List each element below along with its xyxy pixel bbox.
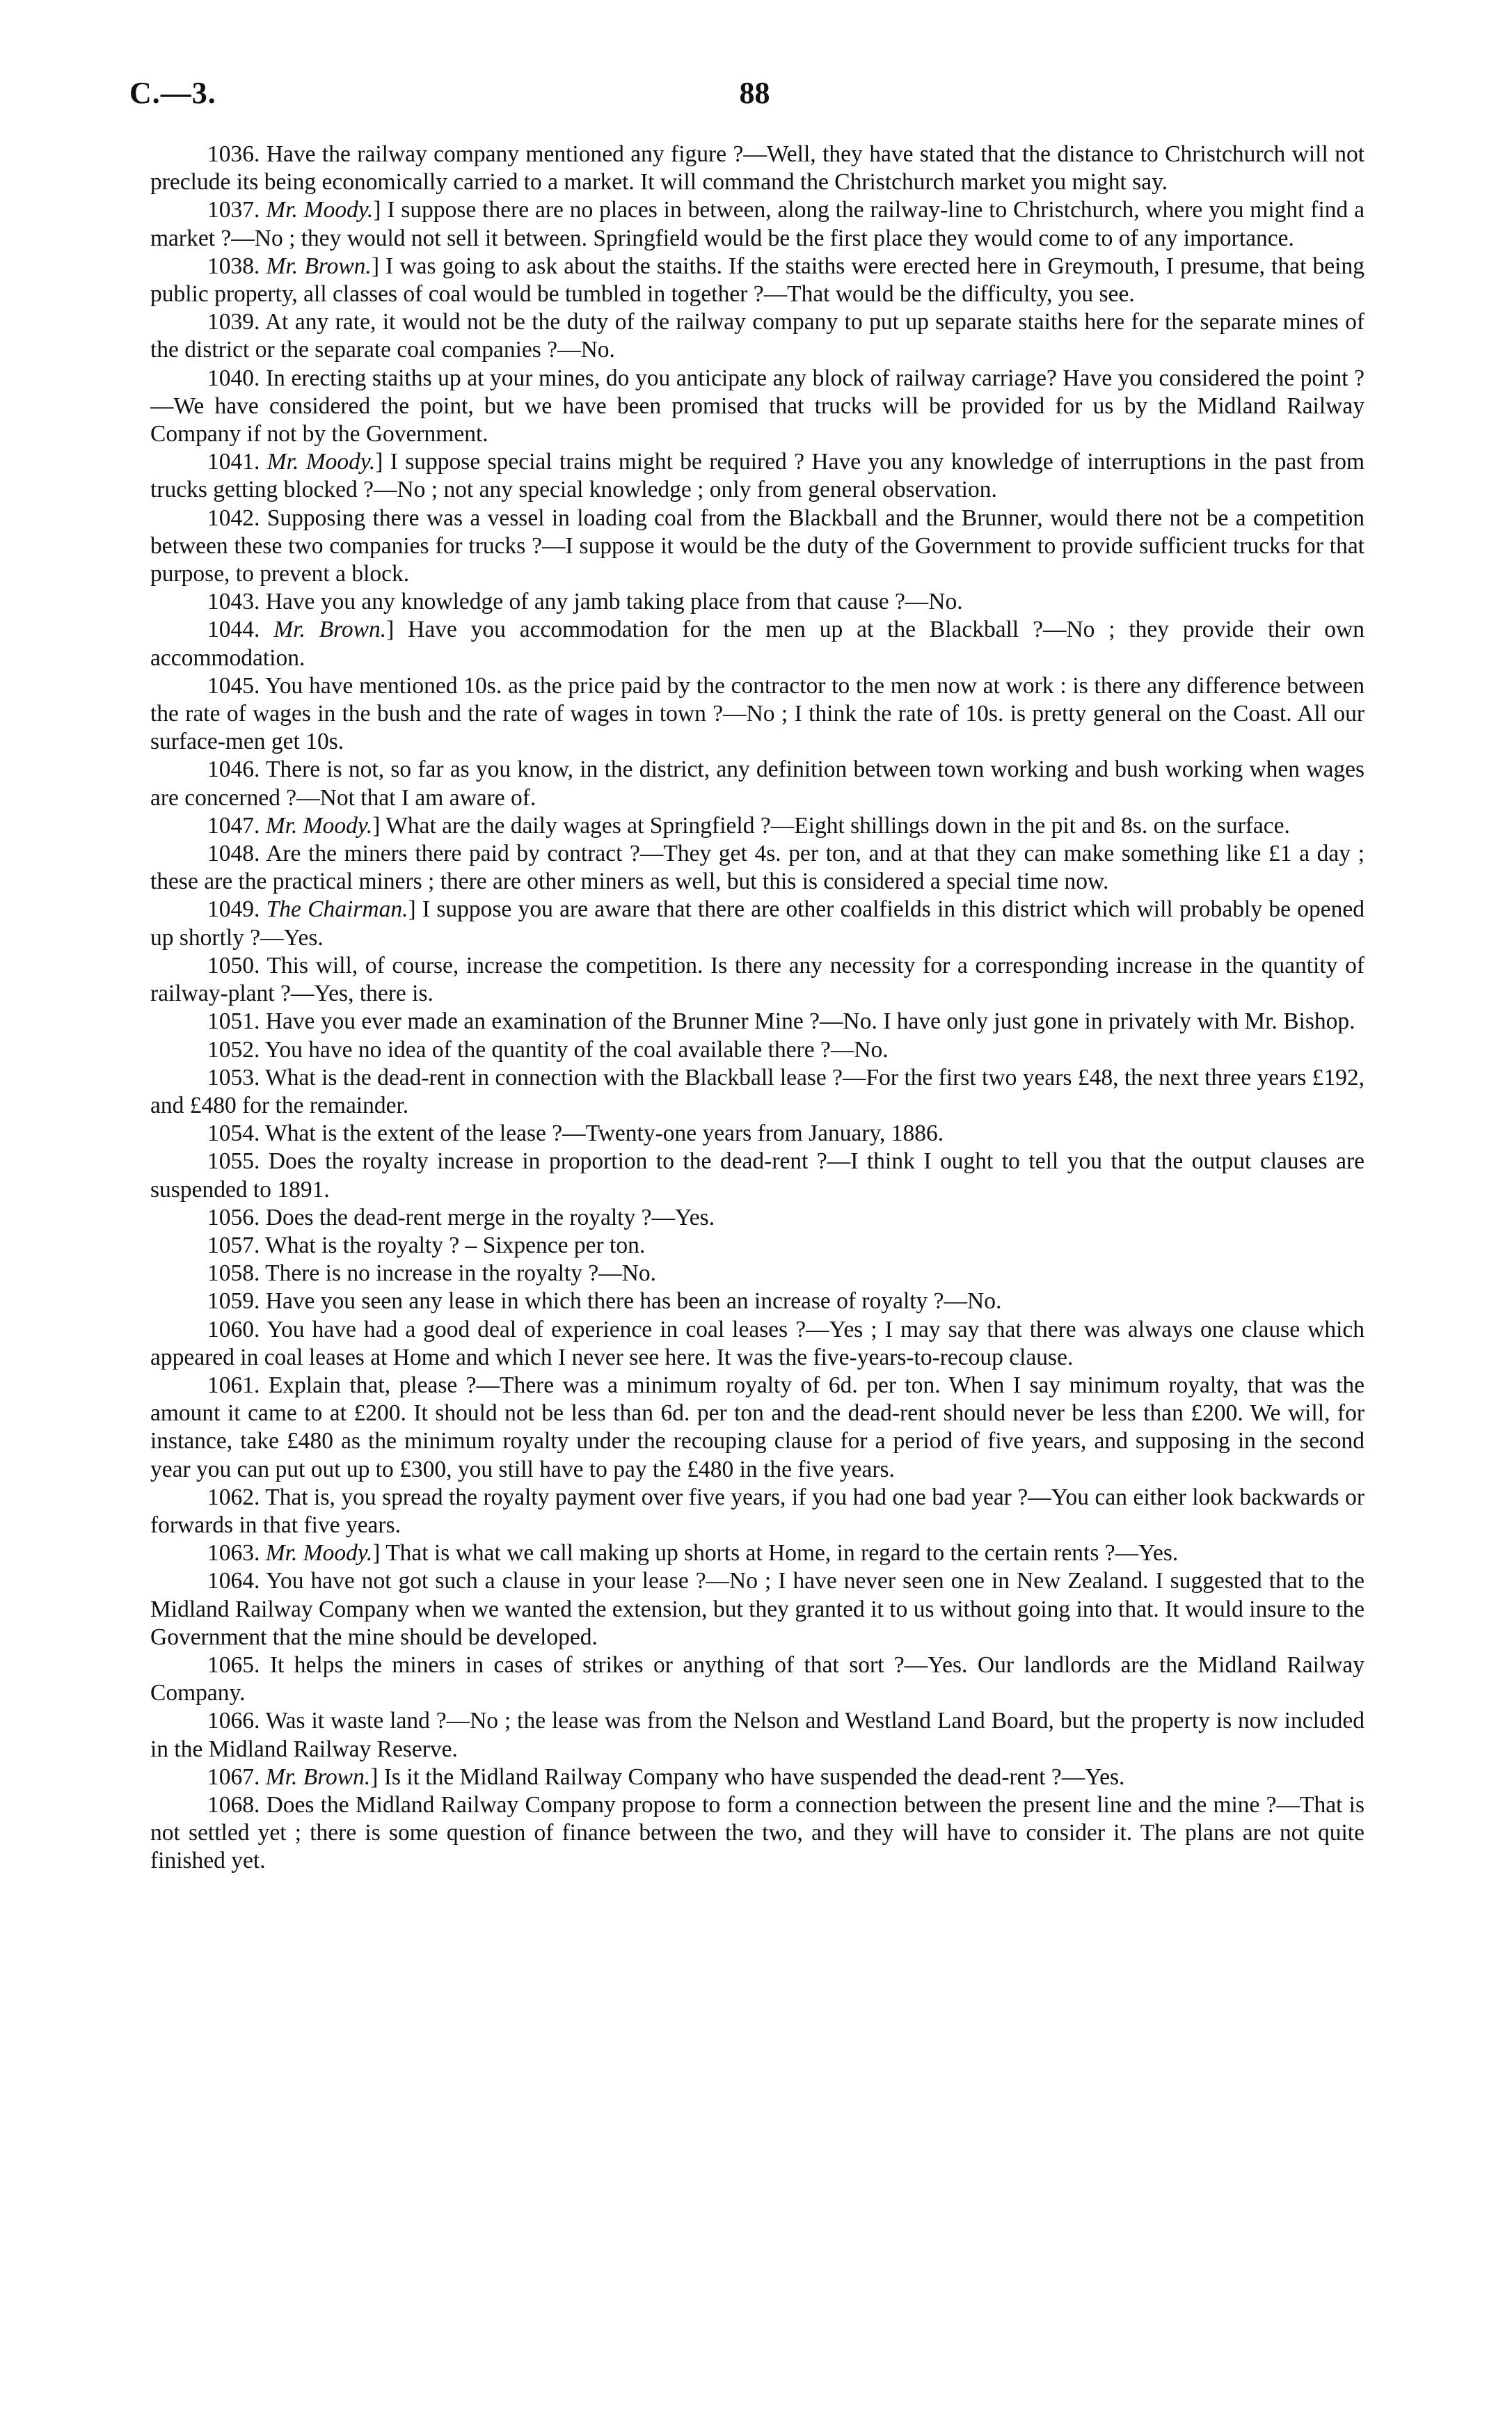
- question-number: 1056.: [207, 1204, 260, 1230]
- question-text: You have had a good deal of experience in coal leases ?—Yes ; I may say that there was always one clause which appeared in coal leases at Home and which I never see here. It was the five-years-to-recoup clause.: [150, 1316, 1364, 1370]
- question-text: I was going to ask about the staiths. If the staiths were erected here in Greymouth, I presume, that being public property, all classes of coal would be tumbled in together ?—That would be the difficulty, you see.: [150, 253, 1364, 308]
- question-paragraph: [150, 505, 1364, 589]
- question-number: 1053.: [207, 1064, 260, 1091]
- question-number: 1040.: [207, 365, 260, 391]
- question-text: You have mentioned 10s. as the price paid by the contractor to the men now at work : is there any difference between the rate of wages in the bush and the rate of wages in town ?—No ; I think the rate of 10s. is pretty general on the Coast. All our surface-men get 10s.: [150, 672, 1365, 755]
- question-paragraph: [150, 840, 1364, 896]
- question-text: It helps the miners in cases of strikes or anything of that sort ?—Yes. Our landlords are the Midland Railway Company.: [150, 1651, 1364, 1706]
- question-text: This will, of course, increase the competition. Is there any necessity for a corresponding increase in the quantity of railway-plant ?—Yes, there is.: [150, 952, 1364, 1007]
- question-paragraph: [150, 588, 1364, 616]
- question-number: 1065.: [207, 1651, 260, 1678]
- question-paragraph: [150, 1232, 1364, 1260]
- question-text: Have you any knowledge of any jamb taking place from that cause ?—No.: [265, 589, 963, 615]
- question-paragraph: 1047. Mr. Moody.] What are the daily wages at Springfield ?—Eight shillings down in the pit and 8s. on the surface.: [207, 812, 1290, 839]
- question-paragraph: [150, 365, 1364, 449]
- speaker-name: Mr. Brown.: [266, 253, 372, 279]
- question-text: You have not got such a clause in your lease ?—No ; I have never seen one in New Zealand. I suggested that to the Midland Railway Company when we wanted the extension, but they granted it to us without going into that. It would insure to the Government that the mine should be developed.: [150, 1568, 1365, 1650]
- question-number: 1052.: [207, 1036, 260, 1063]
- question-paragraph: [150, 1316, 1364, 1372]
- question-text: You have no idea of the quantity of the coal available there ?—No.: [264, 1036, 889, 1063]
- question-number: 1059.: [207, 1288, 260, 1315]
- question-number: 1050.: [207, 952, 260, 978]
- question-number: 1047.: [207, 812, 260, 839]
- question-paragraph: [150, 141, 1364, 196]
- question-text: There is no increase in the royalty ?—No.: [265, 1260, 657, 1287]
- question-text: Is it the Midland Railway Company who have suspended the dead-rent ?—Yes.: [383, 1764, 1125, 1790]
- question-paragraph: [150, 1064, 1364, 1120]
- speaker-name: Mr. Moody.: [265, 812, 373, 839]
- question-text: Supposing there was a vessel in loading coal from the Blackball and the Brunner, would there not be a competition between these two companies for trucks ?—I suppose it would be the duty of the Government to provide sufficient trucks for that purpose, to prevent a block.: [150, 505, 1364, 587]
- question-paragraph: [150, 1120, 1364, 1148]
- speaker-name: Mr. Moody.: [266, 197, 374, 223]
- question-number: 1039.: [207, 309, 260, 335]
- question-number: 1041.: [207, 449, 260, 475]
- speaker-name: Mr. Brown.: [273, 617, 387, 643]
- question-paragraph: [150, 308, 1364, 364]
- question-text: I suppose there are no places in between, along the railway-line to Christchurch, where you might find a market ?—No ; they would not sell it between. Springfield would be the first place they would come to of any importance.: [150, 197, 1365, 251]
- question-paragraph: 1063. Mr. Moody.] That is what we call making up shorts at Home, in regard to the certain rents ?—Yes.: [207, 1540, 1179, 1567]
- question-number: 1062.: [207, 1484, 260, 1510]
- question-text: I suppose you are aware that there are other coalfields in this district which will probably be opened up shortly ?—Yes.: [150, 896, 1365, 951]
- question-text: Have the railway company mentioned any figure ?—Well, they have stated that the distance to Christchurch will not preclude its being economically carried to a market. It will command the Christchurch market you might say.: [150, 141, 1364, 196]
- question-text: What are the daily wages at Springfield ?—Eight shillings down in the pit and 8s. on the surface.: [385, 812, 1290, 839]
- question-paragraph: 1049. The Chairman.] I suppose you are aware that there are other coalfields in this district which will probably be opened up shortly ?—Yes.: [150, 896, 1365, 951]
- question-text: Does the royalty increase in proportion to the dead-rent ?—I think I ought to tell you that the output clauses are suspended to 1891.: [150, 1148, 1364, 1203]
- question-text: That is, you spread the royalty payment over five years, if you had one bad year ?—You can either look backwards or forwards in that five years.: [150, 1484, 1364, 1538]
- document-code: C.—3.: [129, 76, 216, 110]
- question-paragraph: [150, 1372, 1364, 1484]
- question-paragraph: [150, 1791, 1364, 1876]
- question-number: 1068.: [207, 1791, 260, 1818]
- question-paragraph: [150, 672, 1364, 756]
- question-text: Have you accommodation for the men up at the Blackball ?—No ; they provide their own accommodation.: [150, 617, 1364, 671]
- question-number: 1064.: [207, 1568, 260, 1594]
- question-paragraph: [150, 1651, 1364, 1707]
- question-text: What is the dead-rent in connection with the Blackball lease ?—For the first two years £48, the next three years £192, and £480 for the remainder.: [150, 1064, 1364, 1118]
- question-number: 1045.: [207, 672, 260, 699]
- question-paragraph: [150, 1008, 1364, 1036]
- question-text: At any rate, it would not be the duty of the railway company to put up separate staiths here for the separate mines of the district or the separate coal companies ?—No.: [150, 309, 1364, 363]
- question-number: 1044.: [207, 617, 260, 643]
- question-number: 1036.: [207, 141, 260, 167]
- speaker-name: Mr. Brown.: [265, 1764, 371, 1790]
- question-paragraph: 1067. Mr. Brown.] Is it the Midland Railway Company who have suspended the dead-rent ?—Yes.: [207, 1764, 1125, 1790]
- question-text: Have you ever made an examination of the Brunner Mine ?—No. I have only just gone in privately with Mr. Bishop.: [265, 1008, 1355, 1035]
- question-paragraph: [150, 756, 1364, 811]
- question-number: 1067.: [207, 1764, 260, 1790]
- question-paragraph: [150, 1036, 1364, 1064]
- question-number: 1061.: [207, 1372, 260, 1398]
- question-paragraph: [150, 1567, 1364, 1651]
- question-number: 1048.: [207, 841, 260, 867]
- question-text: What is the royalty ? – Sixpence per ton.: [265, 1232, 646, 1258]
- question-number: 1066.: [207, 1708, 260, 1734]
- question-number: 1063.: [207, 1540, 260, 1567]
- question-paragraph: [150, 952, 1364, 1008]
- question-number: 1060.: [207, 1316, 260, 1342]
- question-paragraph: [150, 1707, 1364, 1763]
- question-paragraph: [150, 1287, 1364, 1315]
- question-paragraph: [150, 1204, 1364, 1232]
- question-number: 1051.: [207, 1008, 260, 1035]
- evidence-text: [150, 141, 1364, 1876]
- question-paragraph: [150, 1484, 1364, 1539]
- question-text: Explain that, please ?—There was a minimum royalty of 6d. per ton. When I say minimum royalty, that was the amount it came to at £200. It should not be less than 6d. per ton and the dead-rent should never be less than £200. We will, for instance, take £480 as the minimum royalty under the recouping clause for a period of five years, and supposing in the second year you can put out up to £300, you still have to pay the £480 in the five years.: [150, 1372, 1364, 1482]
- question-number: 1043.: [207, 589, 260, 615]
- question-number: 1037.: [207, 197, 260, 223]
- page-header: [129, 75, 1380, 117]
- question-text: In erecting staiths up at your mines, do you anticipate any block of railway carriage? Have you considered the point ?—We have considered the point, but we have been promised that trucks will be provided for us by the Midland Railway Company if not by the Government.: [150, 365, 1364, 447]
- question-paragraph: 1044. Mr. Brown.] Have you accommodation for the men up at the Blackball ?—No ; they provide their own accommodation.: [150, 617, 1364, 671]
- speaker-name: The Chairman.: [266, 896, 408, 923]
- question-text: Does the Midland Railway Company propose to form a connection between the present line and the mine ?—That is not settled yet ; there is some question of finance between the two, and they will have to consider it. The plans are not quite finished yet.: [150, 1791, 1364, 1874]
- question-number: 1049.: [207, 896, 260, 923]
- question-paragraph: 1038. Mr. Brown.] I was going to ask about the staiths. If the staiths were erected here in Greymouth, I presume, that being public property, all classes of coal would be tumbled in together ?—That would be the difficulty, you see.: [150, 253, 1364, 308]
- question-text: Does the dead-rent merge in the royalty ?—Yes.: [265, 1204, 715, 1230]
- question-text: That is what we call making up shorts at Home, in regard to the certain rents ?—Yes.: [385, 1540, 1179, 1567]
- question-paragraph: [150, 1148, 1364, 1203]
- question-text: Was it waste land ?—No ; the lease was from the Nelson and Westland Land Board, but the property is now included in the Midland Railway Reserve.: [150, 1708, 1364, 1762]
- speaker-name: Mr. Moody.: [266, 449, 376, 475]
- question-number: 1054.: [207, 1120, 260, 1147]
- speaker-name: Mr. Moody.: [265, 1540, 373, 1567]
- question-number: 1046.: [207, 756, 260, 783]
- page-number: 88: [739, 76, 770, 110]
- question-number: 1057.: [207, 1232, 260, 1258]
- question-text: What is the extent of the lease ?—Twenty-one years from January, 1886.: [265, 1120, 944, 1147]
- question-text: There is not, so far as you know, in the district, any definition between town working and bush working when wages are concerned ?—Not that I am aware of.: [150, 756, 1364, 811]
- question-paragraph: [150, 1260, 1364, 1287]
- question-text: Are the miners there paid by contract ?—They get 4s. per ton, and at that they can make something like £1 a day ; these are the practical miners ; there are other miners as well, but this is considered a special time now.: [150, 841, 1365, 895]
- question-paragraph: 1041. Mr. Moody.] I suppose special trains might be required ? Have you any knowledge of interruptions in the past from trucks getting blocked ?—No ; not any special knowledge ; only from general observation.: [150, 449, 1365, 503]
- question-number: 1038.: [207, 253, 260, 279]
- question-text: I suppose special trains might be required ? Have you any knowledge of interruptions in the past from trucks getting blocked ?—No ; not any special knowledge ; only from general observation.: [150, 449, 1365, 503]
- question-number: 1042.: [207, 505, 260, 531]
- question-paragraph: 1037. Mr. Moody.] I suppose there are no places in between, along the railway-line to Christchurch, where you might find a market ?—No ; they would not sell it between. Springfield would be the first place they would come to of any importance.: [150, 197, 1365, 251]
- question-number: 1058.: [207, 1260, 260, 1287]
- question-number: 1055.: [207, 1148, 260, 1175]
- question-text: Have you seen any lease in which there has been an increase of royalty ?—No.: [265, 1288, 1002, 1315]
